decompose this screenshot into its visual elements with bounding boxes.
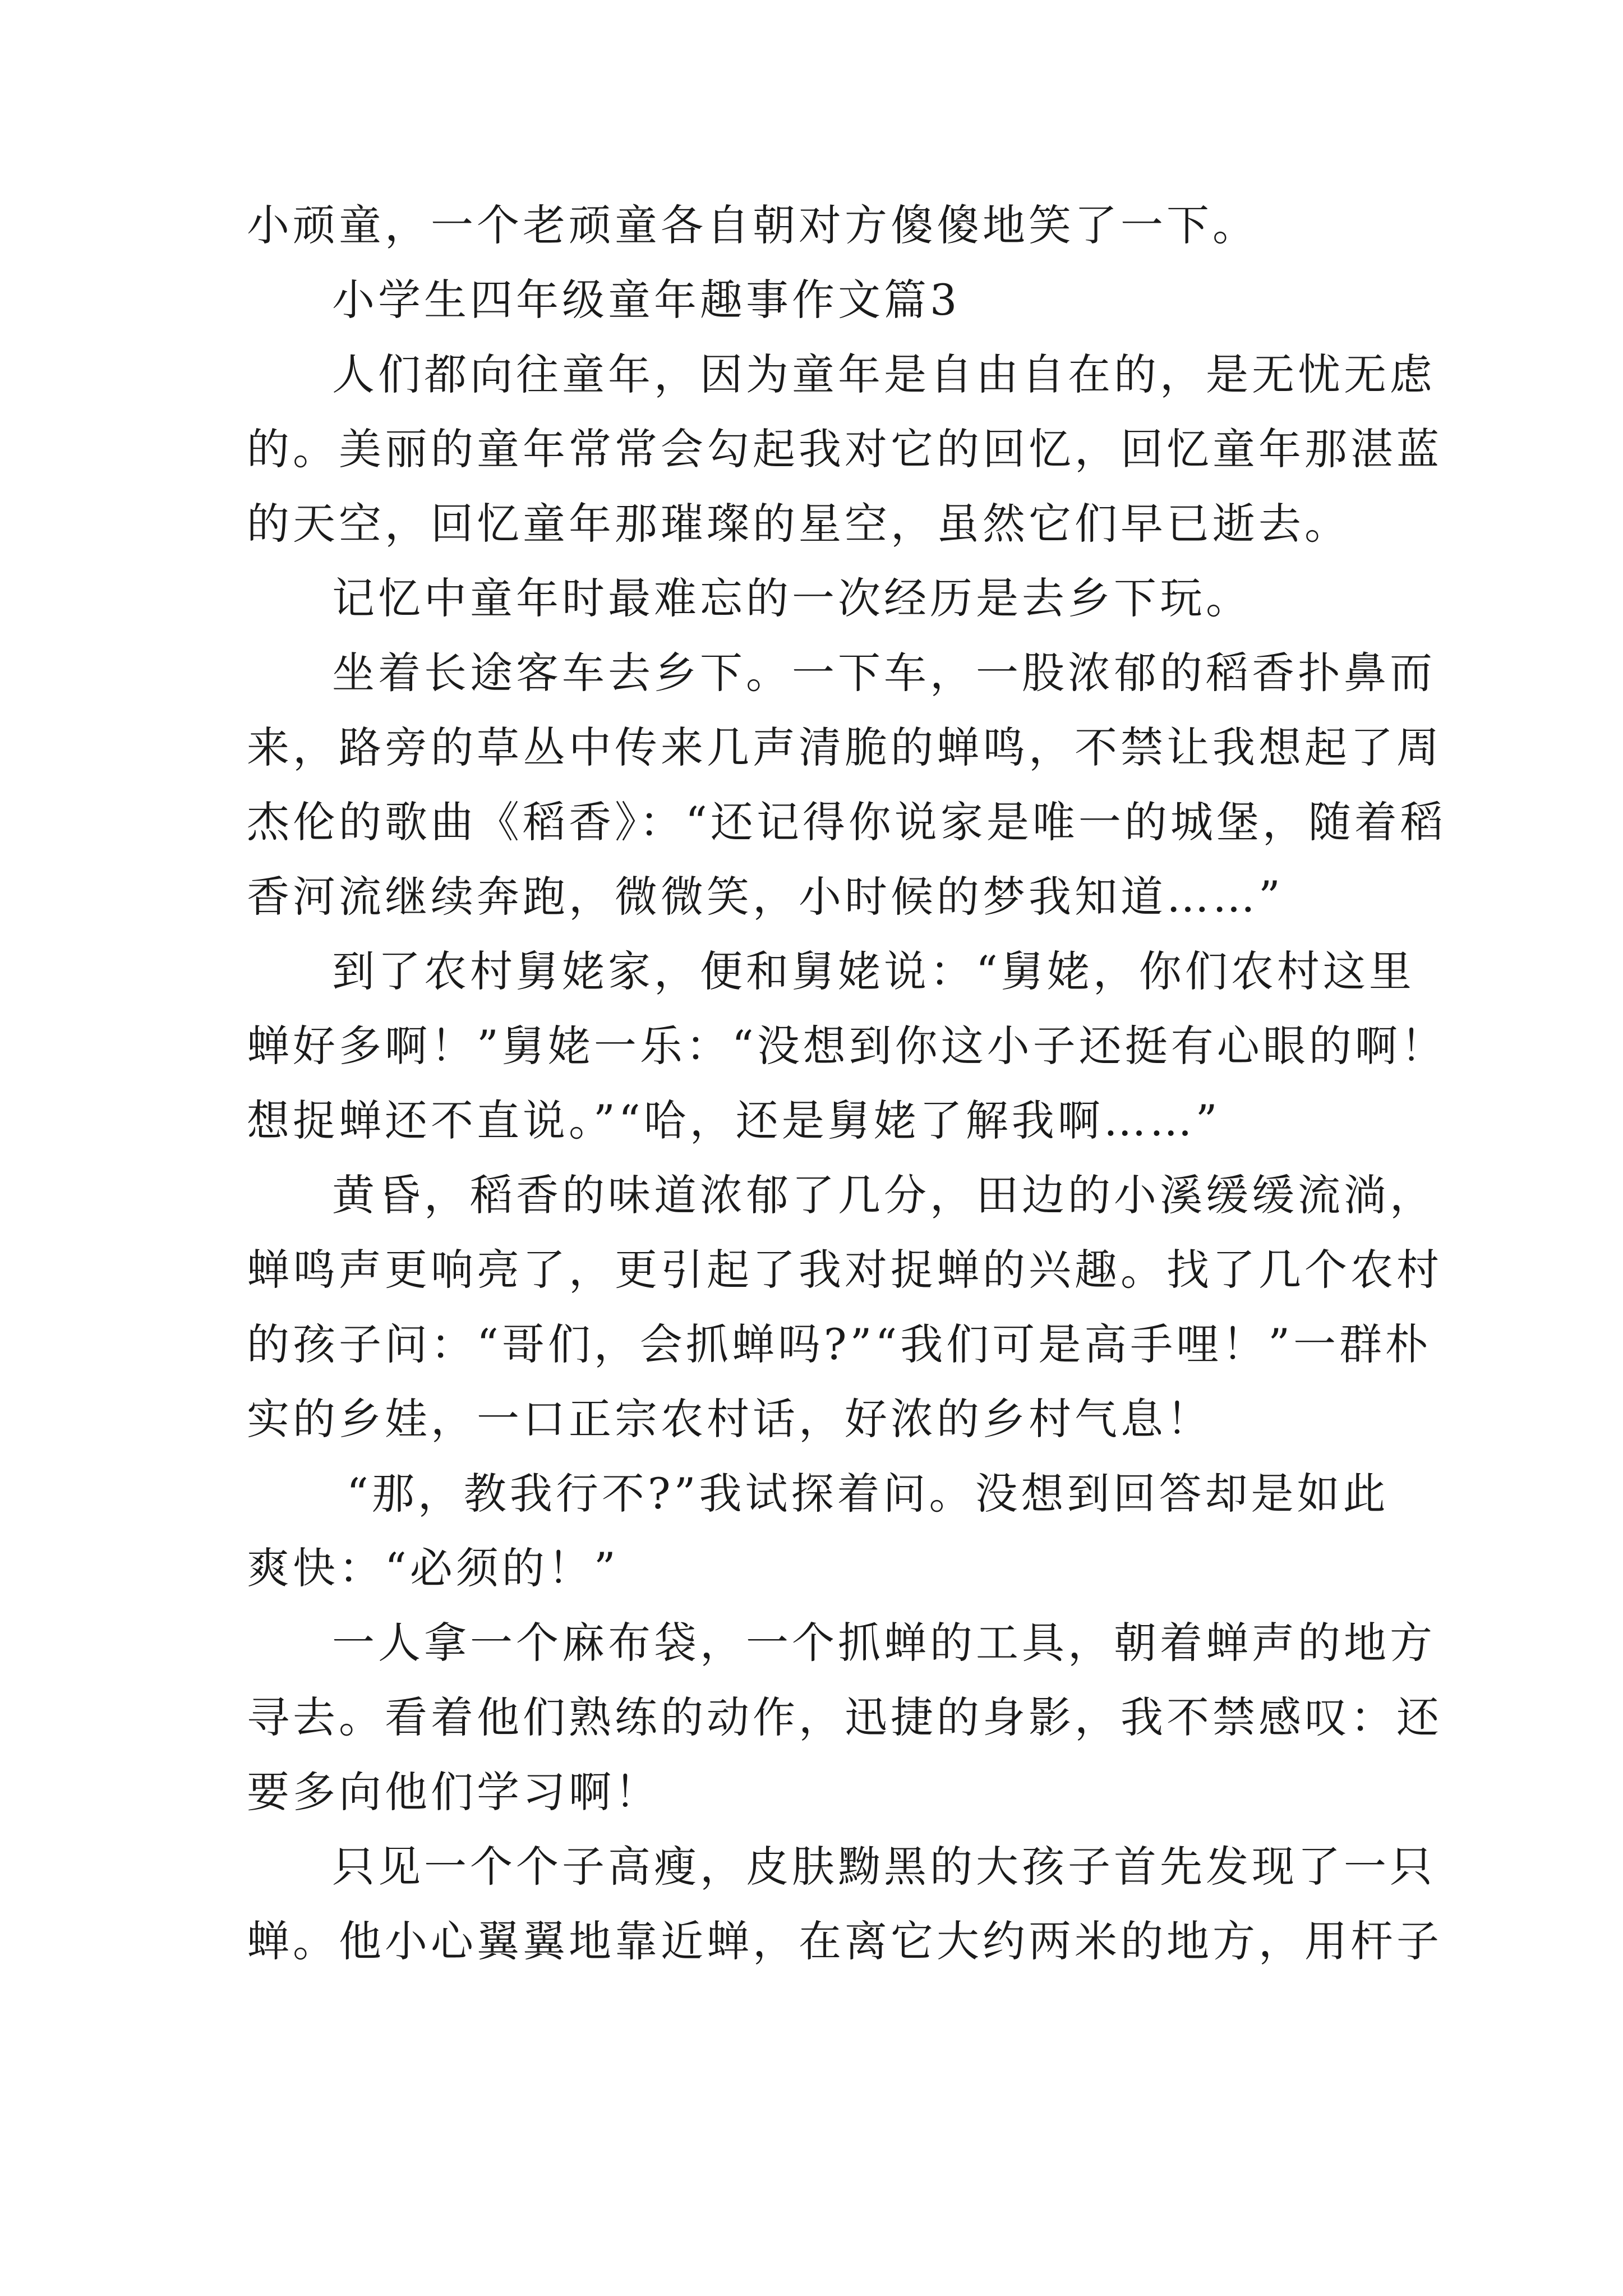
text-line: 小顽童，一个老顽童各自朝对方傻傻地笑了一下。 xyxy=(247,200,1258,250)
text-line: 一人拿一个麻布袋，一个抓蝉的工具，朝着蝉声的地方 xyxy=(332,1618,1436,1668)
text-line: 实的乡娃，一口正宗农村话，好浓的乡村气息！ xyxy=(247,1394,1212,1444)
text-line: 蝉好多啊！”舅姥一乐：“没想到你这小子还挺有心眼的啊！ xyxy=(247,1021,1447,1071)
text-line: 的孩子问：“哥们，会抓蝉吗?”“我们可是高手哩！”一群朴 xyxy=(247,1319,1432,1369)
text-line: 的。美丽的童年常常会勾起我对它的回忆，回忆童年那湛蓝 xyxy=(247,424,1442,474)
text-line: 寻去。看着他们熟练的动作，迅捷的身影，我不禁感叹：还 xyxy=(247,1692,1442,1742)
text-line: 坐着长途客车去乡下。一下车，一股浓郁的稻香扑鼻而 xyxy=(332,648,1436,698)
text-line: 只见一个个子高瘦，皮肤黝黑的大孩子首先发现了一只 xyxy=(332,1842,1436,1892)
section-heading: 小学生四年级童年趣事作文篇3 xyxy=(332,275,961,325)
text-line: 的天空，回忆童年那璀璨的星空，虽然它们早已逝去。 xyxy=(247,499,1350,549)
text-line: 到了农村舅姥家，便和舅姥说：“舅姥，你们农村这里 xyxy=(332,946,1415,996)
text-line: 杰伦的歌曲《稻香》：“还记得你说家是唯一的城堡，随着稻 xyxy=(247,797,1446,847)
text-line: 蝉。他小心翼翼地靠近蝉，在离它大约两米的地方，用杆子 xyxy=(247,1916,1442,1966)
text-line: 人们都向往童年，因为童年是自由自在的，是无忧无虑 xyxy=(332,349,1436,399)
text-line: “那，教我行不?”我试探着问。没想到回答却是如此 xyxy=(347,1469,1389,1519)
text-line: 记忆中童年时最难忘的一次经历是去乡下玩。 xyxy=(332,573,1252,623)
text-line: 香河流继续奔跑，微微笑，小时候的梦我知道……” xyxy=(247,872,1284,922)
text-line: 蝉鸣声更响亮了，更引起了我对捉蝉的兴趣。找了几个农村 xyxy=(247,1245,1442,1295)
text-line: 爽快：“必须的！” xyxy=(247,1543,619,1593)
article-body xyxy=(247,188,1447,1978)
text-line: 黄昏，稻香的味道浓郁了几分，田边的小溪缓缓流淌， xyxy=(332,1170,1436,1220)
text-line: 想捉蝉还不直说。”“哈，还是舅姥了解我啊……” xyxy=(247,1096,1221,1145)
text-line: 要多向他们学习啊！ xyxy=(247,1767,661,1817)
text-line: 来，路旁的草丛中传来几声清脆的蝉鸣，不禁让我想起了周 xyxy=(247,723,1442,772)
